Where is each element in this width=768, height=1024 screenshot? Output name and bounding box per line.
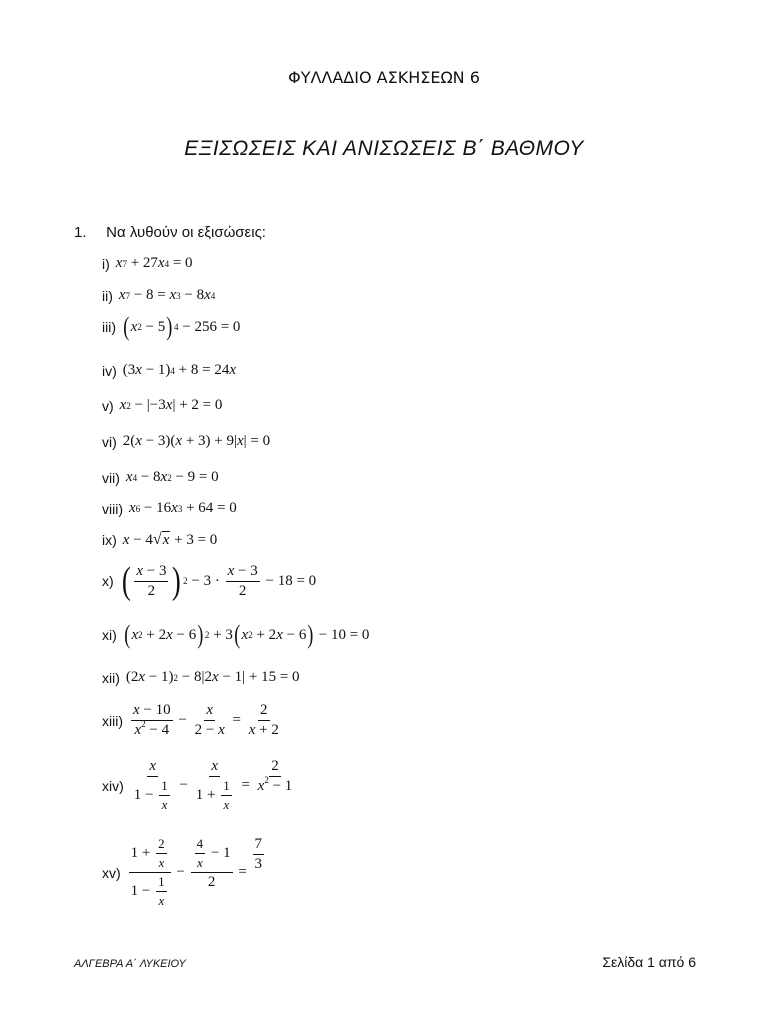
equation-math: x 7 − 8 = x 3 − 8 x 4 — [118, 287, 216, 303]
equation-10 — [102, 562, 316, 600]
equation-label: iv) — [102, 362, 117, 379]
equation-math: ( x 2 + 2 x − 6 ) 2 + 3 ( x 2 + 2 x − 6 ) − 10 = 0 — [124, 620, 370, 649]
equation-math: x 7 + 27 x 4 = 0 — [115, 255, 193, 271]
equation-label: xii) — [102, 669, 120, 686]
equation-math: ( $\frac{x - 3}{2}$ ) 2 − 3 · $\frac{x - 3}{2}$ − 18 = 0 — [121, 560, 317, 602]
equation-15 — [102, 836, 266, 909]
equation-math: x 1 − $\frac{1}{x}$ − x 1 + $\frac{1}{x}$ = $\frac{2}{x^2 - 1}$ — [133, 758, 293, 812]
footer-course: ΑΛΓΕΒΡΑ Α΄ ΛΥΚΕΙΟΥ — [74, 958, 186, 970]
equation-math: (2 x − 1) 2 − 8|2 x − 1| + 15 = 0 — [125, 669, 300, 685]
equation-7 — [102, 469, 219, 486]
equation-label: viii) — [102, 500, 123, 517]
equation-9 — [102, 531, 217, 549]
equation-11 — [102, 622, 369, 648]
equation-4 — [102, 362, 236, 379]
equation-2 — [102, 287, 215, 304]
equation-label: ix) — [102, 532, 117, 548]
equation-label: v) — [102, 397, 114, 414]
page-subtitle: ΕΞΙΣΩΣΕΙΣ ΚΑΙ ΑΝΙΣΩΣΕΙΣ Β΄ ΒΑΘΜΟΥ — [184, 137, 584, 160]
equation-math: x 2 − |−3 x | + 2 = 0 — [119, 397, 223, 413]
equation-label: i) — [102, 255, 110, 272]
equation-math: 1 + $\frac{2}{x}$ 1 − $\frac{1}{x}$ − $\frac{4}{x}$ − 1 2 = $\frac{7}{3}$ — [130, 836, 263, 908]
equation-math: (3 x − 1) 4 + 8 = 24 x — [122, 362, 237, 378]
exercise-heading — [74, 224, 266, 241]
equation-5 — [102, 397, 222, 414]
equation-label: ii) — [102, 287, 113, 304]
exercise-instruction: Να λυθούν οι εξισώσεις: — [106, 224, 266, 241]
equation-label: vi) — [102, 433, 117, 450]
equation-math: x 4 − 8 x 2 − 9 = 0 — [125, 469, 219, 485]
equation-math: 2( x − 3)( x + 3) + 9| x | = 0 — [122, 433, 271, 449]
equation-label: xi) — [102, 627, 117, 643]
equation-6 — [102, 433, 270, 450]
equation-12 — [102, 669, 300, 686]
equation-label: x) — [102, 573, 114, 589]
equation-label: xv) — [102, 864, 121, 881]
equation-label: iii) — [102, 319, 116, 335]
equation-3 — [102, 314, 240, 340]
page-title: ΦΥΛΛΑΔΙΟ ΑΣΚΗΣΕΩΝ 6 — [288, 68, 480, 87]
equation-math: ( x 2 − 5 ) 4 − 256 = 0 — [123, 312, 241, 341]
footer-page-number: Σελίδα 1 από 6 — [602, 954, 696, 970]
equation-13 — [102, 702, 283, 739]
equation-14 — [102, 758, 296, 813]
equation-label: xiii) — [102, 712, 123, 729]
equation-math: $\frac{x - 10}{x^2 - 4}$ − $\frac{x}{2 - x}$ = $\frac{2}{x + 2}$ — [133, 702, 279, 738]
equation-math: x − 4 √ x + 3 = 0 — [122, 531, 218, 548]
equation-label: vii) — [102, 469, 120, 486]
exercise-number: 1. — [74, 224, 87, 241]
equation-math: x 6 − 16 x 3 + 64 = 0 — [129, 500, 237, 516]
equation-label: xiv) — [102, 777, 124, 794]
equation-1 — [102, 255, 193, 272]
equation-8 — [102, 500, 237, 517]
